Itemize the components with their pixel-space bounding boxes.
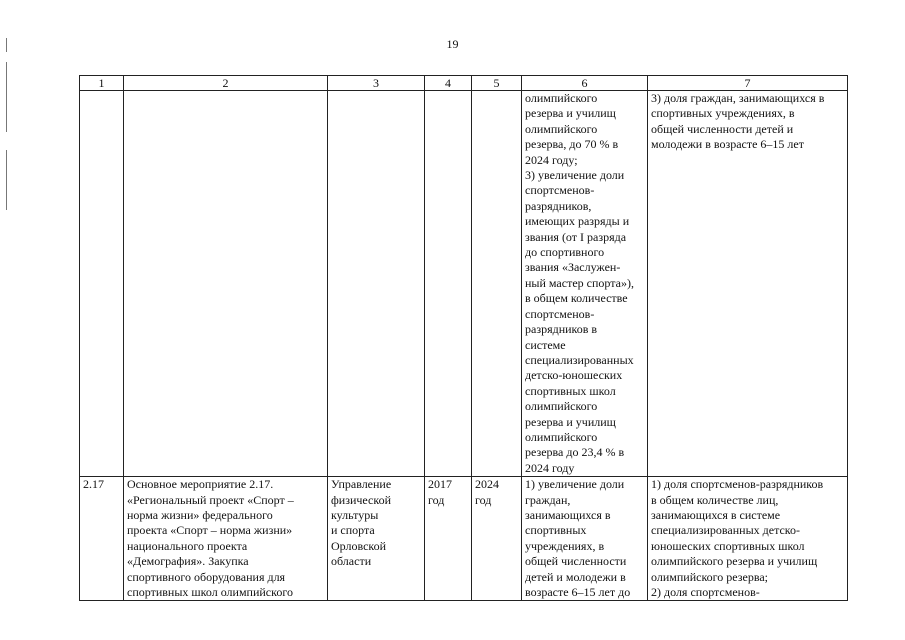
table-row-2-17 [80,477,848,601]
cell-end-year: 2024 год [472,477,522,601]
table-header-row [80,76,848,91]
header-cell-4: 4 [425,76,472,91]
header-cell-1: 1 [80,76,124,91]
cell-number: 2.17 [80,477,124,601]
cell-end-year [472,91,522,477]
margin-line [6,62,7,132]
cell-indicator: 3) доля граждан, занимающихся в спортивных учреждениях, в общей численности детей и молодежи в возрасте 6–15 лет [648,91,848,477]
cell-executor [328,91,425,477]
table-row-continuation [80,91,848,477]
cell-expected-result: 1) увеличение доли граждан, занимающихся в спортивных учреждениях, в общей численности детей и молодежи в возрасте 6–15 лет до [522,477,648,601]
page-number: 19 [446,37,459,51]
header-cell-6: 6 [522,76,648,91]
cell-number [80,91,124,477]
header-cell-2: 2 [124,76,328,91]
cell-indicator: 1) доля спортсменов-разрядников в общем количестве лиц, занимающихся в системе специализированных детско- юношеских спортивных школ олимпийского резерва и училищ олимпийского резерва; 2) доля спортсменов- [648,477,848,601]
cell-measure: Основное мероприятие 2.17. «Региональный проект «Спорт – норма жизни» федерального проекта «Спорт – норма жизни» национального проекта «Демография». Закупка спортивного оборудования для спортивных школ олимпийского [124,477,328,601]
cell-measure [124,91,328,477]
measures-table [79,75,848,601]
margin-line [6,150,7,210]
margin-line [6,38,7,52]
header-cell-3: 3 [328,76,425,91]
cell-executor: Управление физической культуры и спорта Орловской области [328,477,425,601]
header-cell-7: 7 [648,76,848,91]
cell-start-year [425,91,472,477]
cell-start-year: 2017 год [425,477,472,601]
cell-expected-result: олимпийского резерва и училищ олимпийского резерва, до 70 % в 2024 году; 3) увеличение доли спортсменов- разрядников, имеющих разряды и звания (от I разряда до спортивного звания «Заслужен- ный мастер спорта»), в общем количестве спортсменов- разрядников в системе специализированных детско-юношеских спортивных школ олимпийского резерва и училищ олимпийского резерва до 23,4 % в 2024 году [522,91,648,477]
header-cell-5: 5 [472,76,522,91]
